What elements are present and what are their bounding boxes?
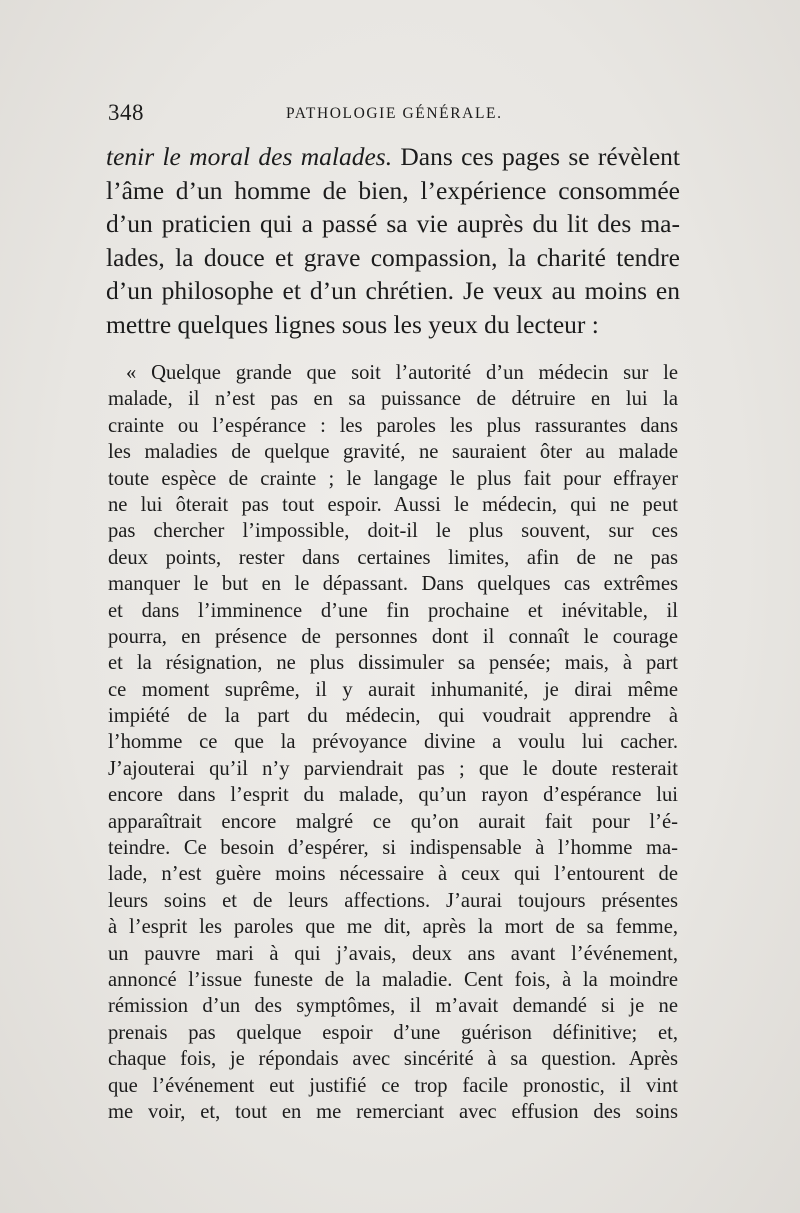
lead-line: l’âme d’un homme de bien, l’expérience consommée xyxy=(106,175,680,205)
quote-line: l’homme ce que la prévoyance divine a voulu lui cacher. xyxy=(108,731,678,754)
quote-line: pourra, en présence de personnes dont il connaît le courage xyxy=(108,625,678,648)
lead-line: d’un philosophe et d’un chrétien. Je veux au moins en xyxy=(106,276,680,306)
quote-line: apparaîtrait encore malgré ce qu’on aurait fait pour l’é- xyxy=(108,810,678,833)
quote-line: les maladies de quelque gravité, ne sauraient ôter au malade xyxy=(108,441,678,464)
quote-line: crainte ou l’espérance : les paroles les plus rassurantes dans xyxy=(108,414,678,437)
quoted-passage xyxy=(108,360,678,1125)
quote-line: malade, il n’est pas en sa puissance de détruire en lui la xyxy=(108,388,678,411)
quote-line: impiété de la part du médecin, qui voudrait apprendre à xyxy=(108,705,678,728)
quote-line: lade, n’est guère moins nécessaire à ceux qui l’entourent de xyxy=(108,863,678,886)
lead-line: mettre quelques lignes sous les yeux du lecteur : xyxy=(106,309,599,339)
quote-line: encore dans l’esprit du malade, qu’un rayon d’espérance lui xyxy=(108,784,678,807)
lead-paragraph xyxy=(106,140,680,342)
quote-line: pas chercher l’impossible, doit-il le plus souvent, sur ces xyxy=(108,520,678,543)
quote-line: et dans l’imminence d’une fin prochaine et inévitable, il xyxy=(108,599,678,622)
quote-line: J’ajouterai qu’il n’y parviendrait pas ; que le doute resterait xyxy=(108,757,678,780)
lead-line: lades, la douce et grave compassion, la charité tendre xyxy=(106,242,680,272)
quote-line: manquer le but en le dépassant. Dans quelques cas extrêmes xyxy=(108,573,678,596)
quote-line: un pauvre mari à qui j’avais, deux ans avant l’événement, xyxy=(108,942,678,965)
quote-line: rémission d’un des symptômes, il m’avait demandé si je ne xyxy=(108,995,678,1018)
lead-line-text: Dans ces pages se révèlent xyxy=(392,142,680,171)
page-number: 348 xyxy=(108,100,144,125)
quote-line: à l’esprit les paroles que me dit, après la mort de sa femme, xyxy=(108,916,678,939)
quote-line: teindre. Ce besoin d’espérer, si indispensable à l’homme ma- xyxy=(108,837,678,860)
running-title: PATHOLOGIE GÉNÉRALE. xyxy=(286,105,503,122)
quote-line: annoncé l’issue funeste de la maladie. Cent fois, à la moindre xyxy=(108,968,678,991)
quote-line: ne lui ôterait pas tout espoir. Aussi le médecin, qui ne peut xyxy=(108,493,678,516)
italic-phrase: tenir le moral des malades. xyxy=(106,142,393,171)
quote-line: leurs soins et de leurs affections. J’aurai toujours présentes xyxy=(108,889,678,912)
quote-line: et la résignation, ne plus dissimuler sa pensée; mais, à part xyxy=(108,652,678,675)
lead-line xyxy=(106,140,680,174)
quote-line: toute espèce de crainte ; le langage le plus fait pour effrayer xyxy=(108,467,678,490)
page-header xyxy=(108,96,678,130)
quote-line: me voir, et, tout en me remerciant avec effusion des soins xyxy=(108,1100,678,1123)
quote-line: chaque fois, je répondais avec sincérité à sa question. Après xyxy=(108,1048,678,1071)
quote-line: ce moment suprême, il y aurait inhumanité, je dirai même xyxy=(108,678,678,701)
quote-line: deux points, rester dans certaines limites, afin de ne pas xyxy=(108,546,678,569)
quote-line: prenais pas quelque espoir d’une guérison définitive; et, xyxy=(108,1021,678,1044)
quote-line: « Quelque grande que soit l’autorité d’un médecin sur le xyxy=(126,362,678,384)
quote-line: que l’événement eut justifié ce trop facile pronostic, il vint xyxy=(108,1074,678,1097)
lead-line: d’un praticien qui a passé sa vie auprès du lit des ma- xyxy=(106,209,680,239)
